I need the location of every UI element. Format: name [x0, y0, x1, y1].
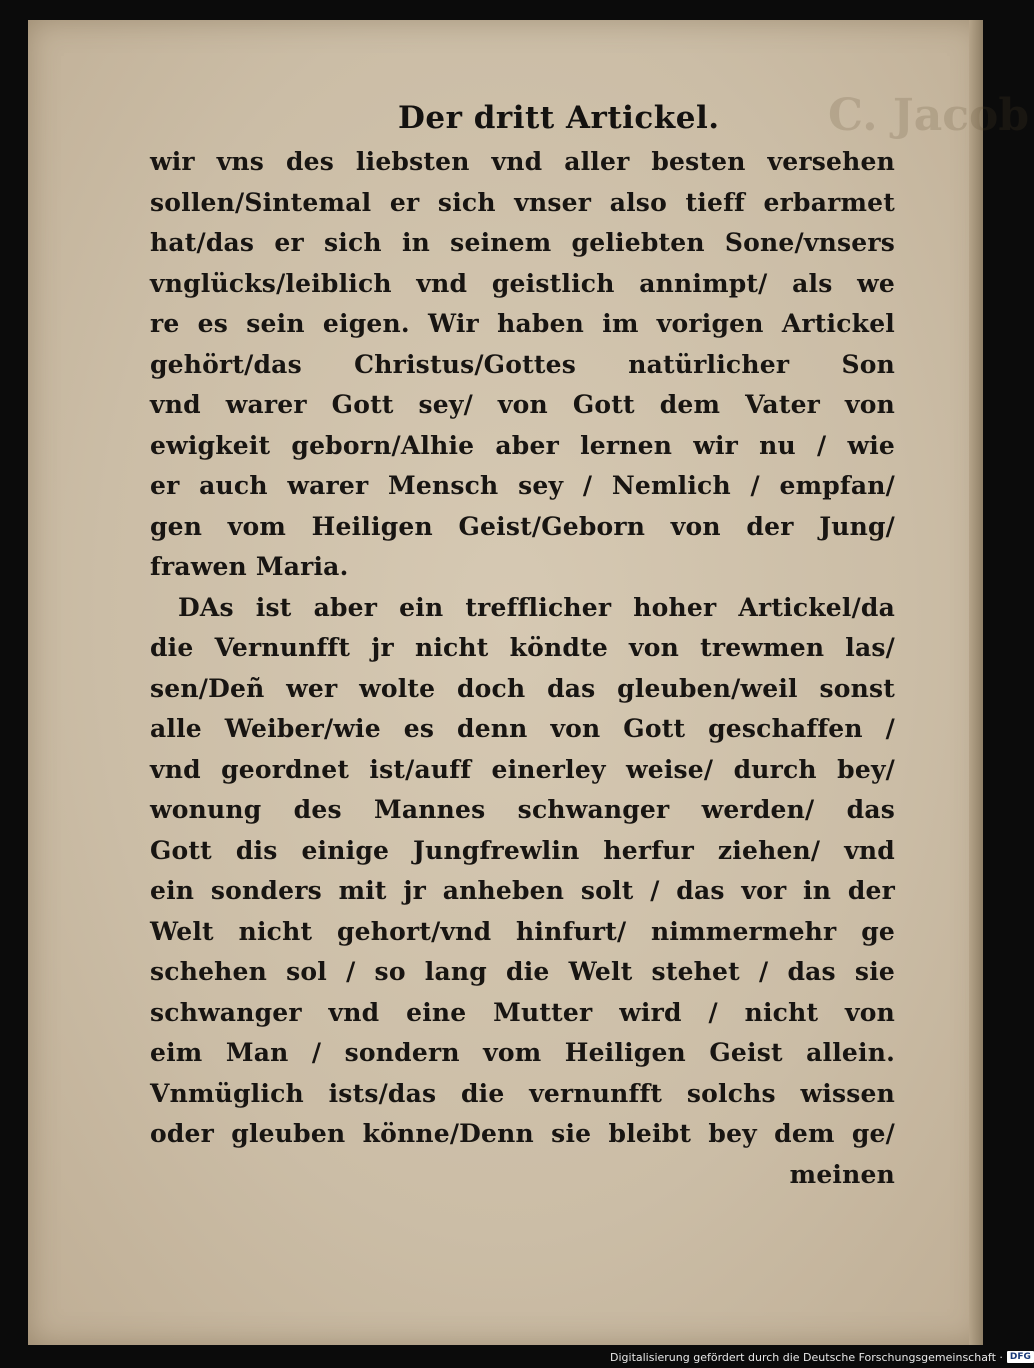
page-edge [969, 20, 983, 1345]
credit-text: Digitalisierung gefördert durch die Deutsche Forschungsgemeinschaft · [610, 1350, 1003, 1364]
text-line: ewigkeit geborn/Alhie aber lernen wir nu / wie [150, 430, 895, 460]
text-line: oder gleuben könne/Denn sie bleibt bey dem ge/ [150, 1119, 895, 1148]
text-line: schehen sol / so lang die Welt stehet / das sie [150, 957, 895, 986]
running-head: Der dritt Artickel. [398, 100, 720, 136]
text-line: hat/das er sich in seinem geliebten Sone/vnsers [150, 228, 895, 257]
text-line: gehört/das Christus/Gottes natürlicher Son [150, 349, 895, 379]
catchword: meinen [789, 1159, 895, 1189]
text-line: wonung des Mannes schwanger werden/ das [150, 795, 895, 824]
text-line: re es sein eigen. Wir haben im vorigen Artickel [150, 309, 895, 338]
text-line: DAs ist aber ein trefflicher hoher Artickel/da [178, 592, 895, 622]
text-line: Gott dis einige Jungfrewlin herfur ziehen/ vnd [150, 835, 895, 865]
text-line: vnglücks/leiblich vnd geistlich annimpt/ als we [150, 268, 895, 298]
text-line: sollen/Sintemal er sich vnser also tieff erbarmet [150, 187, 895, 217]
show-through-text: C. Jacob [828, 90, 1030, 141]
text-line: gen vom Heiligen Geist/Geborn von der Jung/ [150, 511, 895, 541]
text-line: vnd warer Gott sey/ von Gott dem Vater von [150, 390, 895, 419]
text-line: schwanger vnd eine Mutter wird / nicht von [150, 997, 895, 1027]
text-line: Welt nicht gehort/vnd hinfurt/ nimmermehr ge [150, 916, 895, 946]
text-line: ein sonders mit jr anheben solt / das vor in der [150, 876, 895, 905]
digitization-credit [610, 1349, 1034, 1365]
text-line: wir vns des liebsten vnd aller besten versehen [150, 147, 895, 176]
text-line: die Vernunfft jr nicht köndte von trewmen las/ [150, 633, 895, 662]
text-line: alle Weiber/wie es denn von Gott geschaffen / [150, 714, 895, 743]
text-line: Vnmüglich ists/das die vernunfft solchs wissen [150, 1078, 895, 1108]
text-line: frawen Maria. [150, 552, 349, 581]
dfg-logo: DFG [1007, 1351, 1034, 1363]
text-line: eim Man / sondern vom Heiligen Geist allein. [150, 1038, 895, 1067]
text-line: vnd geordnet ist/auff einerley weise/ durch bey/ [150, 754, 895, 784]
text-line: sen/Deñ wer wolte doch das gleuben/weil sonst [150, 673, 895, 703]
body-text [150, 142, 895, 1195]
text-line: er auch warer Mensch sey / Nemlich / empfan/ [150, 471, 895, 500]
